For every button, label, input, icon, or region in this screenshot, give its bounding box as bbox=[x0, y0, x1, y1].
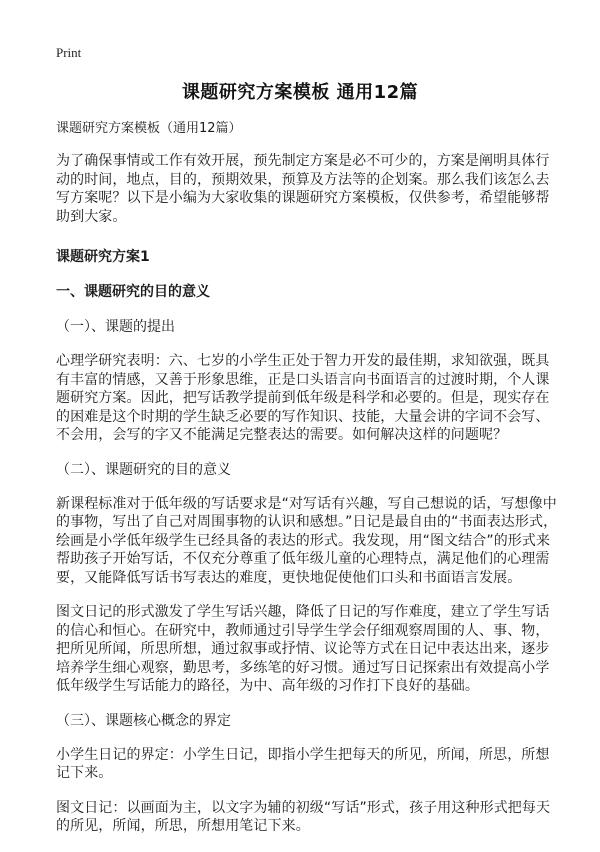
document-body bbox=[56, 120, 561, 852]
part1-heading: 一、课题研究的目的意义 bbox=[56, 284, 210, 300]
print-link[interactable]: Print bbox=[56, 45, 82, 60]
page-title: 课题研究方案模板 通用12篇 bbox=[181, 82, 419, 103]
section-heading: 课题研究方案1 bbox=[56, 249, 150, 265]
sub2-paragraph-2: 图文日记的形式激发了学生写话兴趣，降低了日记的写作难度，建立了学生写话的信心和恒心。在研究中，教师通过引导学生学会仔细观察周围的人、事、物，把所见所闻，所思所想，通过叙事或抒情、议论等方式在日记中表达出来，逐步培养学生细心观察，勤思考，多练笔的好习惯。通过写日记探索出有效提高小学低年级学生写话能力的路径，为中、高年级的习作打下良好的基础。 bbox=[56, 604, 550, 694]
sub3-paragraph-1: 小学生日记的界定：小学生日记，即指小学生把每天的所见，所闻，所思，所想记下来。 bbox=[56, 746, 550, 781]
sub3-paragraph-2: 图文日记：以画面为主，以文字为辅的初级“写话”形式，孩子用这种形式把每天的所见，所闻，所思，所想用笔记下来。 bbox=[56, 799, 551, 834]
sub1-paragraph: 心理学研究表明：六、七岁的小学生正处于智力开发的最佳期，求知欲强，既具有丰富的情感，又善于形象思维，正是口头语言向书面语言的过渡时期，个人课题研究方案。因此，把写话教学提前到低年级是科学和必要的。但是，现实存在的困难是这个时期的学生缺乏必要的写作知识、技能，大量会讲的字词不会写、不会用，会写的字又不能满足完整表达的需要。如何解决这样的问题呢？ bbox=[56, 353, 550, 443]
sub2-heading: （二）、课题研究的目的意义 bbox=[56, 461, 231, 478]
document-subtitle: 课题研究方案模板（通用12篇） bbox=[56, 121, 242, 136]
sub2-paragraph-1: 新课程标准对于低年级的写话要求是“对写话有兴趣，写自己想说的话，写想像中的事物，写出了自己对周围事物的认识和感想。”日记是最自由的“书面表达形式，绘画是小学低年级学生已经具备的表达的形式。我发现，用“图文结合”的形式来帮助孩子开始写话，不仅充分尊重了低年级儿童的心理特点，满足他们的心理需要，又能降低写话书写表达的难度，更快地促使他们口头和书面语言发展。 bbox=[56, 495, 558, 586]
sub1-heading: （一）、课题的提出 bbox=[56, 319, 175, 335]
intro-paragraph: 为了确保事情或工作有效开展，预先制定方案是必不可少的，方案是阐明具体行动的时间，地点，目的，预期效果，预算及方法等的企划案。那么我们该怎么去写方案呢？以下是小编为大家收集的课题研究方案模板，仅供参考，希望能够帮助到大家。 bbox=[56, 153, 550, 225]
sub3-heading: （三）、课题核心概念的界定 bbox=[56, 712, 231, 729]
